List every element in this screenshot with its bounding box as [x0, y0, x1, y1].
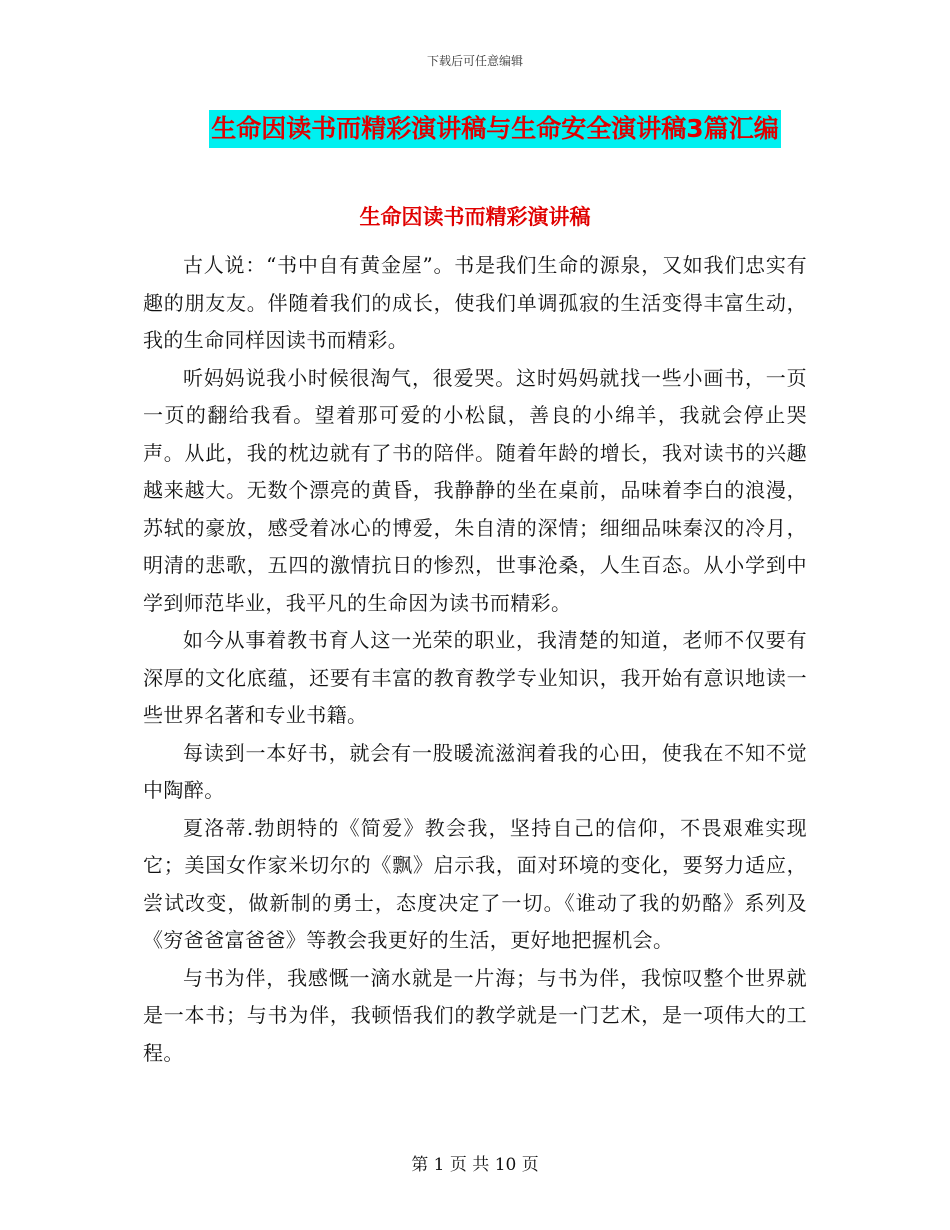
- header-note: 下载后可任意编辑: [426, 54, 523, 68]
- document-body: [143, 247, 807, 1072]
- document-title-container: [0, 110, 950, 148]
- paragraph: 每读到一本好书，就会有一股暖流滋润着我的心田，使我在不知不觉中陶醉。: [143, 740, 807, 802]
- paragraph: 与书为伴，我感慨一滴水就是一片海；与书为伴，我惊叹整个世界就是一本书；与书为伴，我顿悟我们的教学就是一门艺术，是一项伟大的工程。: [143, 965, 807, 1065]
- paragraph: 古人说：“书中自有黄金屋”。书是我们生命的源泉，又如我们忠实有趣的朋友友。伴随着我们的成长，使我们单调孤寂的生活变得丰富生动，我的生命同样因读书而精彩。: [143, 253, 807, 352]
- paragraph: 听妈妈说我小时候很淘气，很爱哭。这时妈妈就找一些小画书，一页一页的翻给我看。望着那可爱的小松鼠，善良的小绵羊，我就会停止哭声。从此，我的枕边就有了书的陪伴。随着年龄的增长，我对读书的兴趣越来越大。无数个漂亮的黄昏，我静静的坐在桌前，品味着李白的浪漫，苏轼的豪放，感受着冰心的博爱，朱自清的深情；细细品味秦汉的冷月，明清的悲歌，五四的激情抗日的惨烈，世事沧桑，人生百态。从小学到中学到师范毕业，我平凡的生命因为读书而精彩。: [143, 365, 807, 615]
- paragraph: 如今从事着教书育人这一光荣的职业，我清楚的知道，老师不仅要有深厚的文化底蕴，还要有丰富的教育教学专业知识，我开始有意识地读一些世界名著和专业书籍。: [143, 628, 807, 727]
- page-number-footer: 第 1 页 共 10 页: [411, 1155, 539, 1175]
- paragraph: 夏洛蒂.勃朗特的《简爱》教会我，坚持自己的信仰，不畏艰难实现它；美国女作家米切尔的《飘》启示我，面对环境的变化，要努力适应，尝试改变，做新制的勇士，态度决定了一切。《谁动了我的奶酪》系列及《穷爸爸富爸爸》等教会我更好的生活，更好地把握机会。: [143, 815, 807, 952]
- section-title: 生命因读书而精彩演讲稿: [359, 205, 591, 229]
- document-title: 生命因读书而精彩演讲稿与生命安全演讲稿3篇汇编: [209, 110, 780, 148]
